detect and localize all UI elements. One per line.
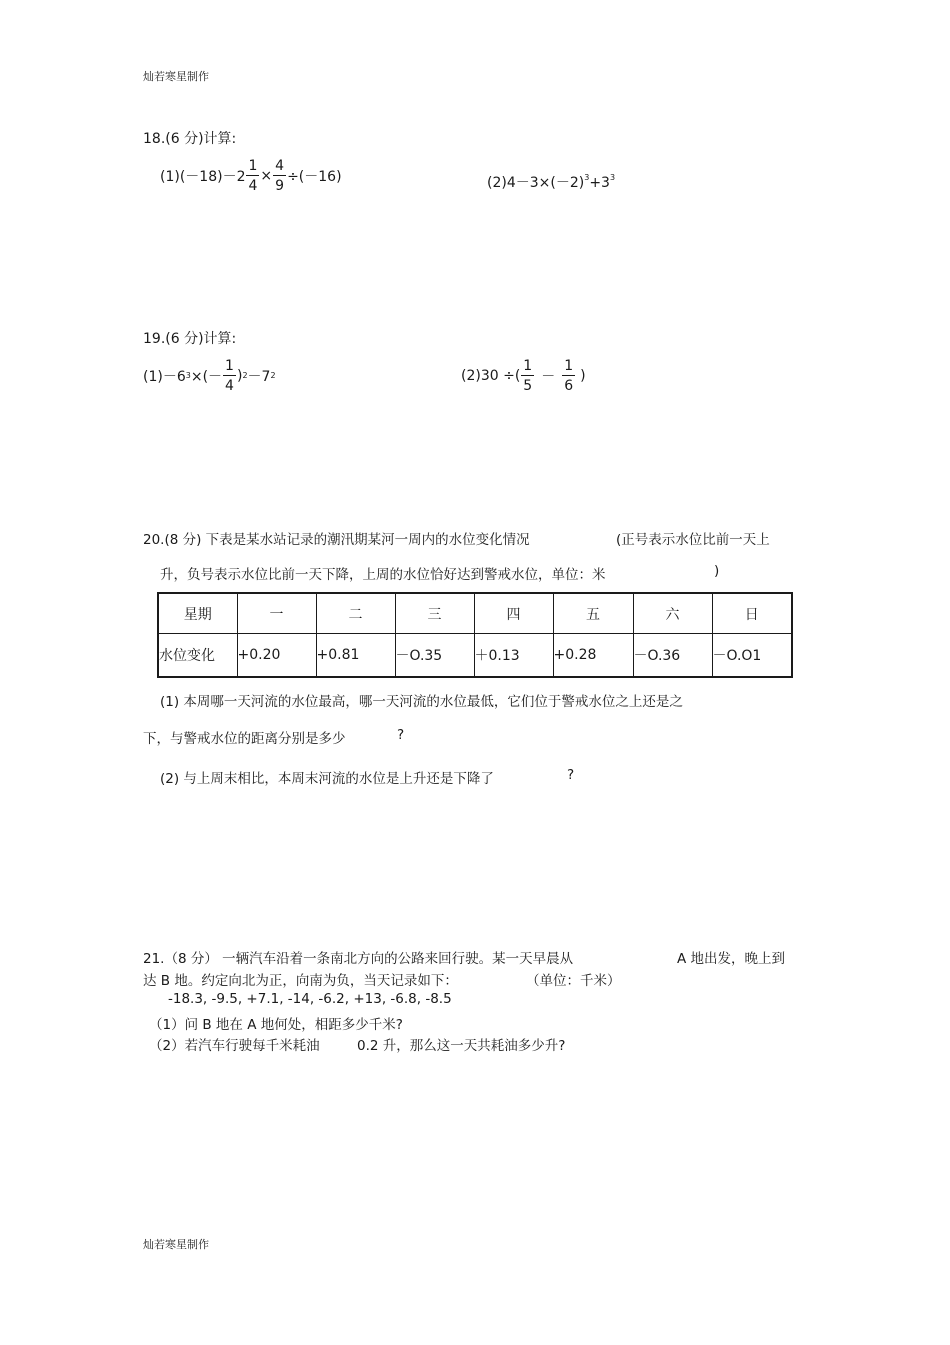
fraction-denominator: 6 [564,378,574,394]
q21-sub2: （2）若汽车行驶每千米耗油 [149,1038,320,1054]
q18-part2 [487,172,615,192]
q19-p1-fraction [223,358,236,394]
fraction-numerator: 1 [564,358,574,374]
q20-sub2: (2) 与上周末相比，本周末河流的水位是上升还是下降了 [160,771,494,787]
table-header-cell: 一 [237,593,316,634]
q21-line2: 达 B 地。约定向北为正，向南为负，当天记录如下： [143,973,458,989]
q19-p1-text: (1)－6 [143,369,186,385]
q20-intro-line2: 升，负号表示水位比前一天下降，上周的水位恰好达到警戒水位，单位：米 [160,567,606,583]
q21-sub1: （1）问 B 地在 A 地何处，相距多少千米? [149,1017,403,1033]
q21-line2-unit: （单位：千米） [526,973,621,989]
q19-p2-fraction-2 [562,358,575,394]
q20-sub1-line1: (1) 本周哪一天河流的水位最高，哪一天河流的水位最低，它们位于警戒水位之上还是之 [160,694,683,710]
q21-line1-end: A 地出发，晚上到 [677,951,786,967]
table-header-cell: 六 [633,593,712,634]
q20-sub1-line2: 下，与警戒水位的距离分别是多少 [143,731,346,747]
q18-p2-text: (2)4－3×(－2) [487,175,585,191]
water-level-table [157,592,793,678]
times-sign: × [260,168,273,184]
fraction-numerator: 1 [248,158,258,174]
table-header-row [158,593,792,634]
table-header-cell: 三 [395,593,474,634]
q20-sub2-question-mark: ? [567,767,575,783]
q18-title: 18.(6 分)计算: [143,131,237,147]
table-header-cell: 五 [553,593,633,634]
table-cell: +0.20 [237,634,316,677]
table-header-cell: 四 [474,593,553,634]
q18-p1-fraction-2 [273,158,286,194]
q21-sub2-end: 0.2 升，那么这一天共耗油多少升? [357,1038,566,1054]
table-cell: +0.28 [553,634,633,677]
q18-p1-fraction-1 [246,158,259,194]
q20-intro-line1-note: (正号表示水位比前一天上 [616,532,770,548]
fraction-denominator: 5 [523,378,533,394]
table-cell: 水位变化 [158,634,237,677]
q19-part2 [461,358,586,394]
fraction-denominator: 9 [275,178,285,194]
q19-p2-fraction-1 [521,358,534,394]
q18-part1 [160,158,342,194]
table-cell: －O.35 [395,634,474,677]
q19-p1-text: ×(－ [190,369,223,385]
fraction-denominator: 4 [225,378,234,394]
q19-p2-prefix: (2)30 ÷( [461,368,521,384]
minus-sign: － [541,369,556,385]
table-row [158,634,792,677]
q18-p2-text: +3 [589,175,610,191]
table-cell: －O.O1 [712,634,792,677]
fraction-numerator: 4 [275,158,285,174]
q19-part1: (1)－6 3 ×(－ $\frac{1}{4}$ ) 2 －7 2 [143,358,276,394]
page-header: 灿若寒星制作 [143,70,209,83]
fraction-numerator: 1 [225,358,234,374]
exponent: 3 [584,173,590,182]
fraction-denominator: 4 [248,178,258,194]
table-cell: －O.36 [633,634,712,677]
q20-sub1-question-mark: ? [397,727,405,743]
page-footer: 灿若寒星制作 [143,1238,209,1251]
q18-p1-prefix: (1)(－18)－2 [160,169,246,185]
table-cell: +0.81 [316,634,395,677]
fraction-numerator: 1 [523,358,533,374]
table-header-cell: 二 [316,593,395,634]
table-header-cell: 星期 [158,593,237,634]
q19-p1-text: ) [236,368,243,384]
q19-title: 19.(6 分)计算: [143,331,237,347]
q19-p1-text: －7 [247,369,271,385]
q19-p2-suffix: ) [580,368,586,384]
exponent: 3 [609,173,616,182]
q21-records: -18.3, -9.5, +7.1, -14, -6.2, +13, -6.8, -8.5 [168,991,452,1007]
q18-p1-suffix: ÷(－16) [287,169,342,185]
table-header-cell: 日 [712,593,792,634]
table-cell: ＋0.13 [474,634,553,677]
q20-intro-line1: 20.(8 分) 下表是某水站记录的潮汛期某河一周内的水位变化情况 [143,532,530,548]
q21-line1: 21.（8 分） 一辆汽车沿着一条南北方向的公路来回行驶。某一天早晨从 [143,951,574,967]
q20-intro-line2-paren: ) [714,563,720,579]
